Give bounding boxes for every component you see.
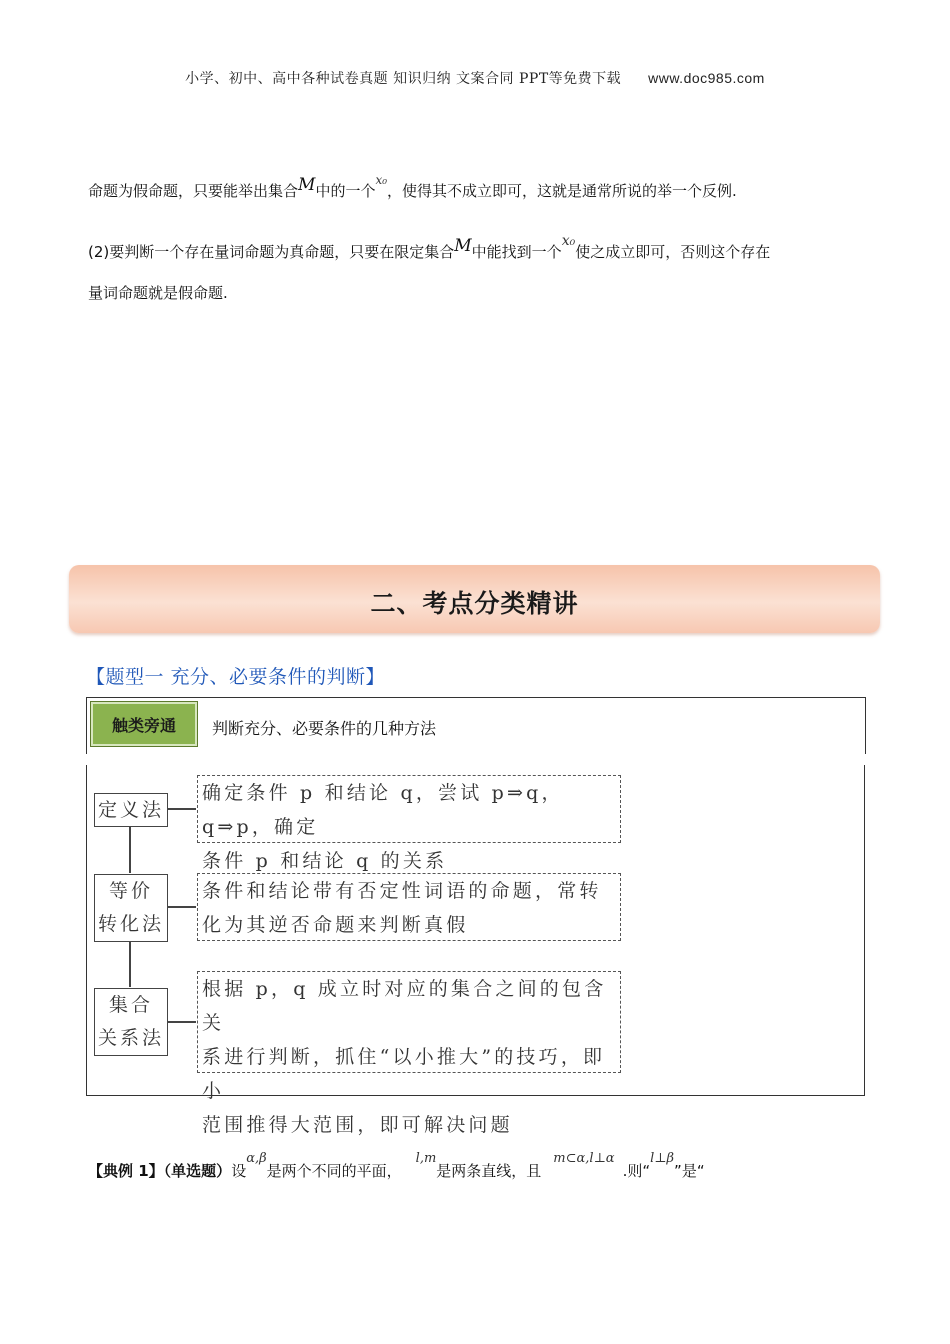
connector-line — [168, 1021, 196, 1023]
method-desc-set-relation — [197, 971, 621, 1136]
math-var-x0: x₀ — [561, 233, 576, 249]
question-type-heading: 【题型一 充分、必要条件的判断】 — [86, 666, 386, 688]
section-title: 二、考点分类精讲 — [370, 589, 579, 618]
desc-line: 条件和结论带有否定性词语的命题，常转 — [202, 880, 602, 902]
page-header — [0, 68, 950, 88]
math-l-perp-beta: l⊥β — [650, 1151, 675, 1166]
header-url[interactable]: www.doc985.com — [648, 70, 765, 86]
para1-before: 命题为假命题，只要能举出集合 — [88, 182, 299, 200]
method-name-label: 定义法 — [97, 799, 164, 821]
tip-box — [86, 697, 866, 754]
example-question-type: （单选题） — [163, 1162, 232, 1180]
math-l-m: l,m — [415, 1151, 437, 1166]
connector-line — [168, 906, 196, 908]
example-text: 是两个不同的平面， — [266, 1162, 402, 1180]
methods-diagram — [86, 765, 865, 1136]
connector-line — [129, 827, 131, 873]
para2-after: 使之成立即可，否则这个存在 — [575, 243, 771, 261]
method-name-label: 等价 — [108, 880, 153, 902]
paragraph-existential-line2: 量词命题就是假命题. — [88, 284, 228, 302]
example-1 — [88, 1151, 705, 1181]
method-name-equivalent — [94, 874, 168, 942]
method-desc-definition — [197, 775, 621, 872]
math-var-x0: x₀ — [375, 173, 388, 187]
connector-line — [168, 808, 196, 810]
para2-before: (2)要判断一个存在量词命题为真命题，只要在限定集合 — [88, 243, 455, 261]
desc-line: 系进行判断，抓住“以小推大”的技巧，即小 — [202, 1046, 606, 1102]
para1-middle: 中的一个 — [315, 182, 376, 200]
method-name-label: 转化法 — [97, 913, 164, 935]
desc-line: 条件 p 和结论 q 的关系 — [202, 850, 448, 872]
math-condition: m⊂α,l⊥α — [553, 1151, 615, 1166]
desc-line: 根据 p，q 成立时对应的集合之间的包含关 — [202, 978, 607, 1034]
example-text: ”是“ — [674, 1162, 705, 1180]
header-text: 小学、初中、高中各种试卷真题 知识归纳 文案合同 PPT等免费下载 — [185, 71, 622, 87]
method-name-label: 集合 — [108, 994, 153, 1016]
method-name-label: 关系法 — [97, 1027, 164, 1049]
tip-title: 判断充分、必要条件的几种方法 — [212, 719, 437, 738]
math-var-M: M — [454, 236, 472, 256]
paragraph-counterexample — [88, 170, 737, 201]
method-desc-equivalent — [197, 873, 621, 941]
desc-line: 范围推得大范围，即可解决问题 — [202, 1114, 513, 1136]
para2-middle: 中能找到一个 — [471, 243, 562, 261]
connector-line — [129, 941, 131, 987]
math-alpha-beta: α,β — [246, 1151, 267, 1166]
example-label: 【典例 1】 — [88, 1162, 164, 1180]
method-name-definition — [94, 793, 168, 827]
paragraph-existential — [88, 231, 770, 262]
method-name-set-relation — [94, 988, 168, 1056]
math-var-M: M — [298, 175, 316, 195]
desc-line: 化为其逆否命题来判断真假 — [202, 914, 469, 936]
example-text: .则“ — [622, 1162, 651, 1180]
para1-after: ，使得其不成立即可，这就是通常所说的举一个反例. — [387, 182, 737, 200]
tip-tag: 触类旁通 — [90, 701, 198, 747]
desc-line: 确定条件 p 和结论 q，尝试 p⇒q，q⇒p，确定 — [202, 782, 564, 838]
example-text: 设 — [231, 1162, 247, 1180]
example-text: 是两条直线，且 — [436, 1162, 542, 1180]
